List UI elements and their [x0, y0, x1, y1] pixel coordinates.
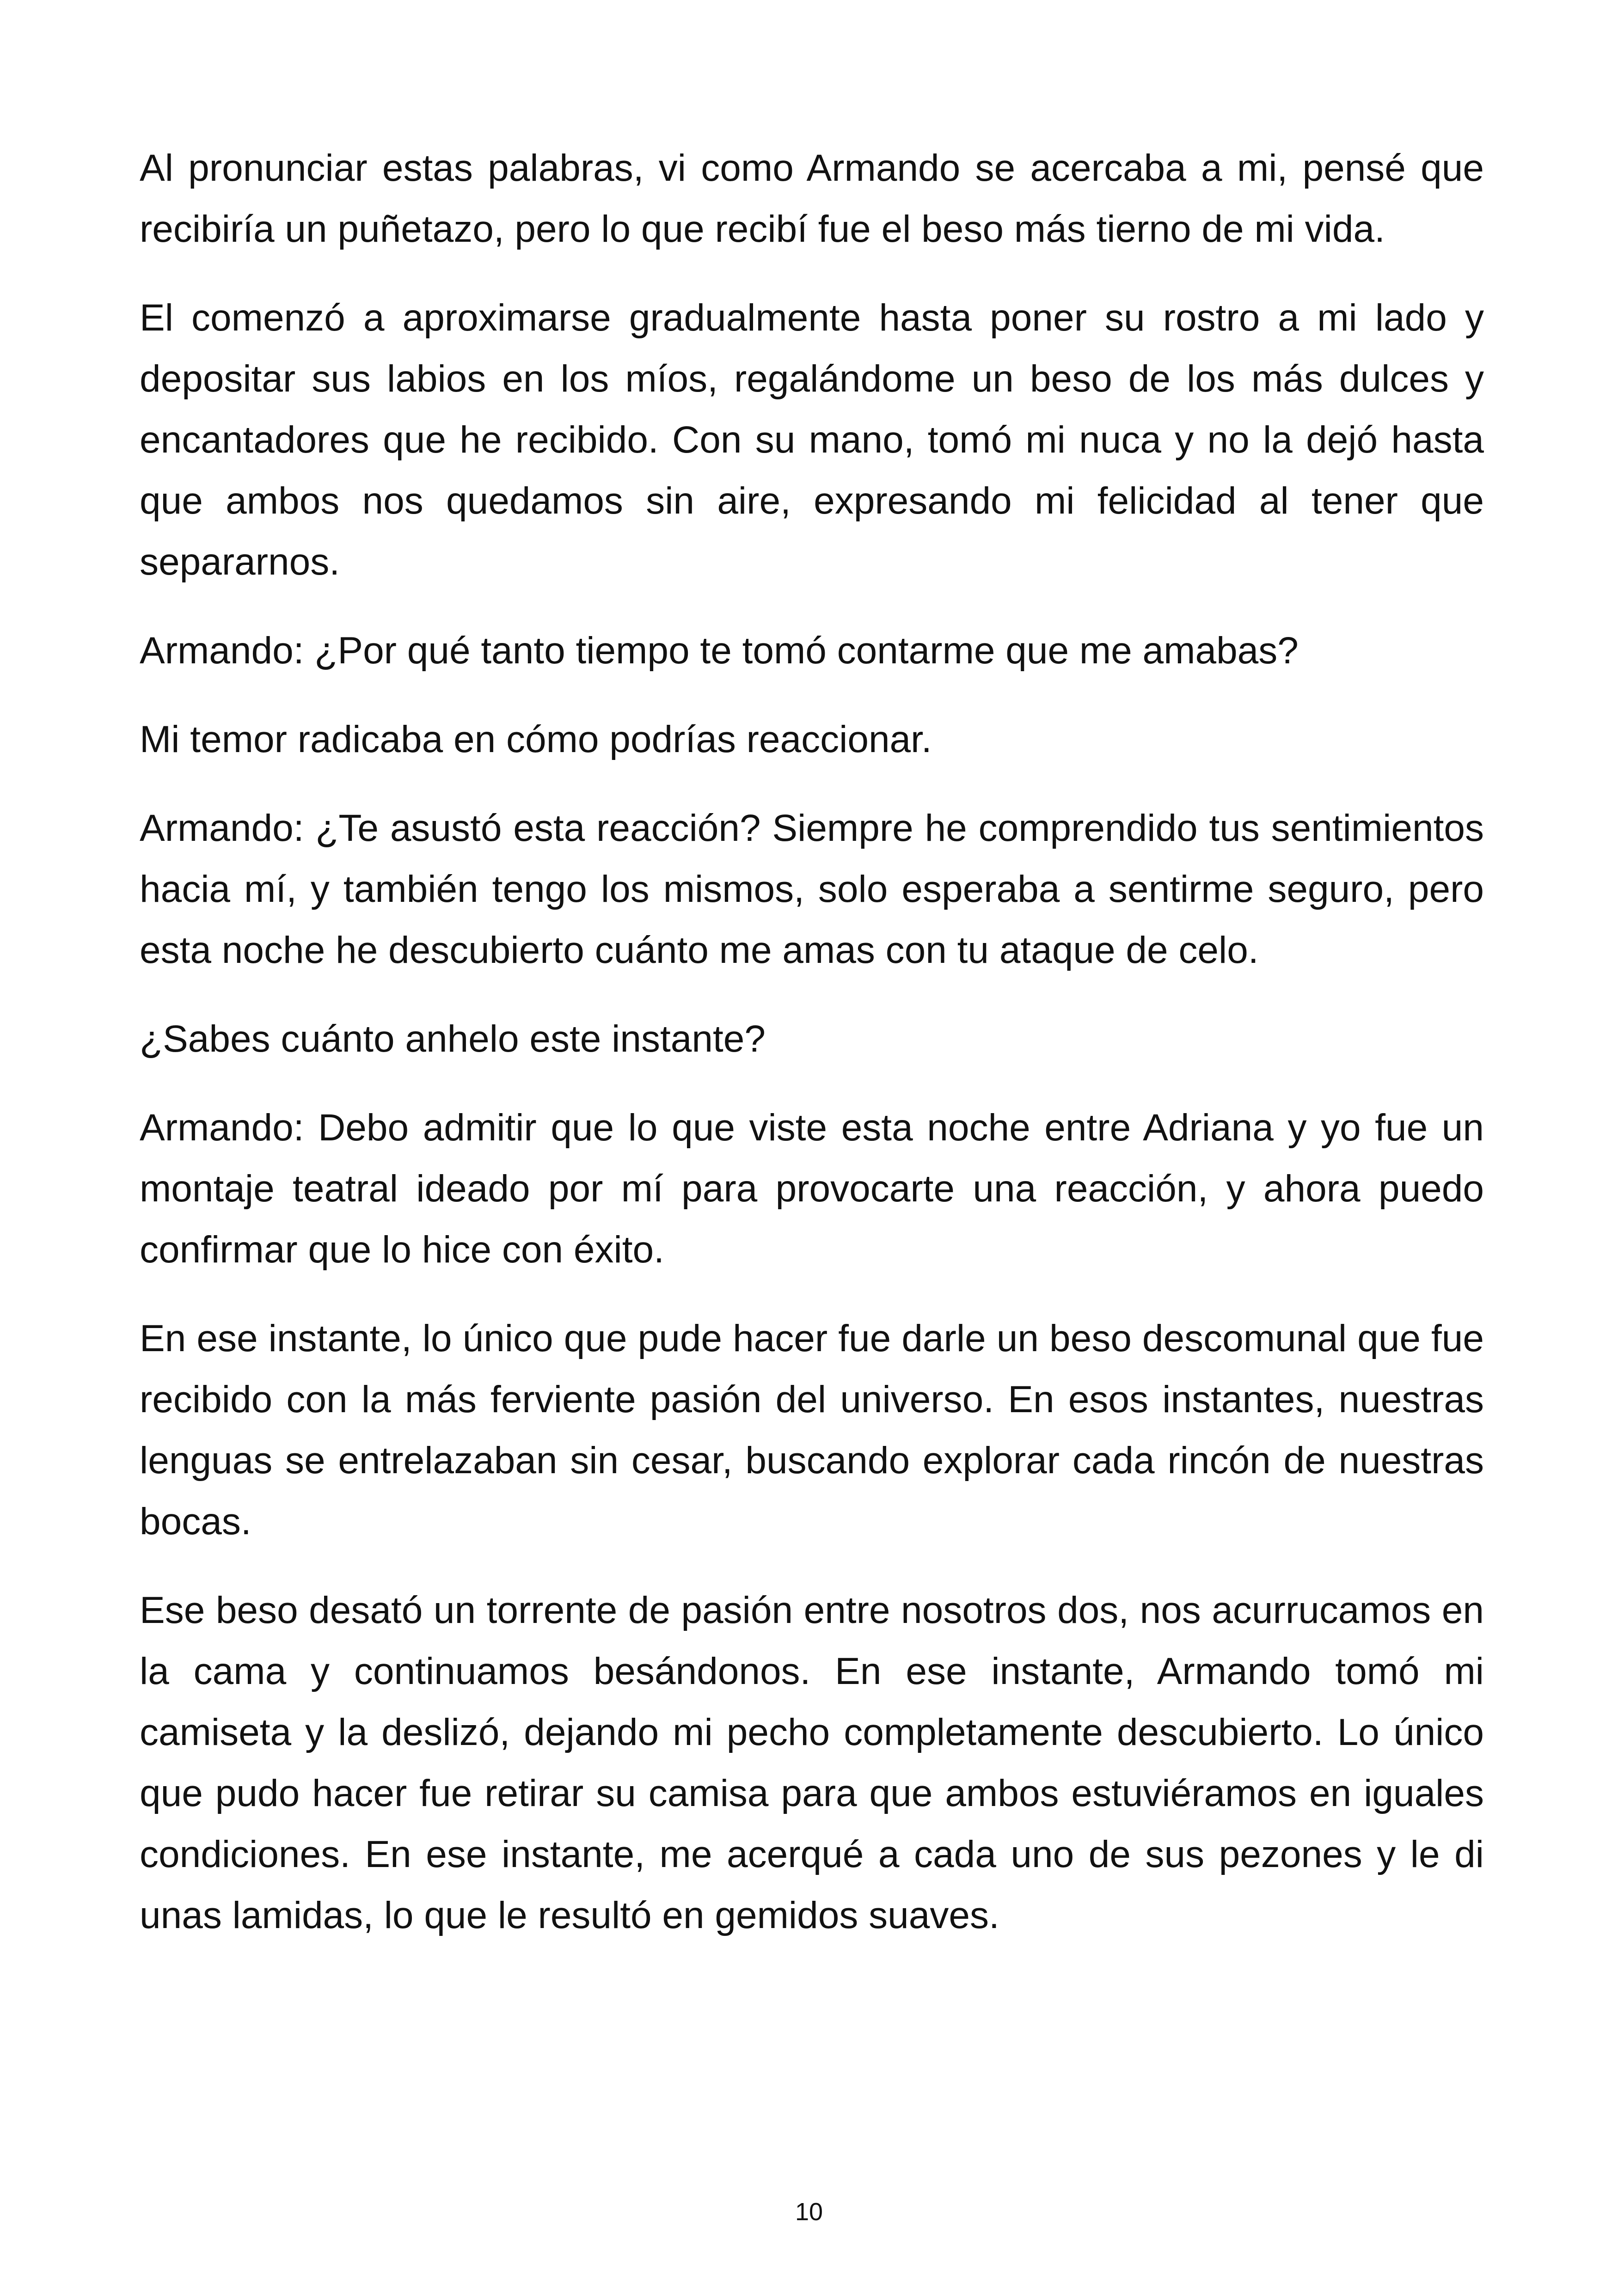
paragraph: Ese beso desató un torrente de pasión entre nosotros dos, nos acurrucamos en la cama y continuamos besándonos. En ese instante, Armando tomó mi camiseta y la deslizó, dejando mi pecho completamente descubierto. Lo único que pudo hacer fue retirar su camisa para que ambos estuviéramos en iguales condiciones. En ese instante, me acerqué a cada uno de sus pezones y le di unas lamidas, lo que le resultó en gemidos suaves.	[140, 1589, 1484, 1936]
paragraph: En ese instante, lo único que pude hacer fue darle un beso descomunal que fue recibido con la más ferviente pasión del universo. En esos instantes, nuestras lenguas se entrelazaban sin cesar, buscando explorar cada rincón de nuestras bocas.	[140, 1317, 1484, 1543]
paragraph: Mi temor radicaba en cómo podrías reaccionar.	[140, 718, 932, 760]
paragraph: Al pronunciar estas palabras, vi como Armando se acercaba a mi, pensé que recibiría un puñetazo, pero lo que recibí fue el beso más tierno de mi vida.	[140, 147, 1484, 250]
paragraph: El comenzó a aproximarse gradualmente hasta poner su rostro a mi lado y depositar sus labios en los míos, regalándome un beso de los más dulces y encantadores que he recibido. Con su mano, tomó mi nuca y no la dejó hasta que ambos nos quedamos sin aire, expresando mi felicidad al tener que separarnos.	[140, 297, 1484, 583]
paragraph: Armando: ¿Te asustó esta reacción? Siempre he comprendido tus sentimientos hacia mí, y también tengo los mismos, solo esperaba a sentirme seguro, pero esta noche he descubierto cuánto me amas con tu ataque de celo.	[140, 807, 1484, 971]
paragraph: Armando: ¿Por qué tanto tiempo te tomó contarme que me amabas?	[140, 630, 1299, 672]
page-number: 10	[795, 2198, 823, 2226]
paragraph: Armando: Debo admitir que lo que viste esta noche entre Adriana y yo fue un montaje teatral ideado por mí para provocarte una reacción, y ahora puedo confirmar que lo hice con éxito.	[140, 1107, 1484, 1271]
paragraph: ¿Sabes cuánto anhelo este instante?	[140, 1018, 766, 1060]
body-text	[140, 138, 1484, 1974]
